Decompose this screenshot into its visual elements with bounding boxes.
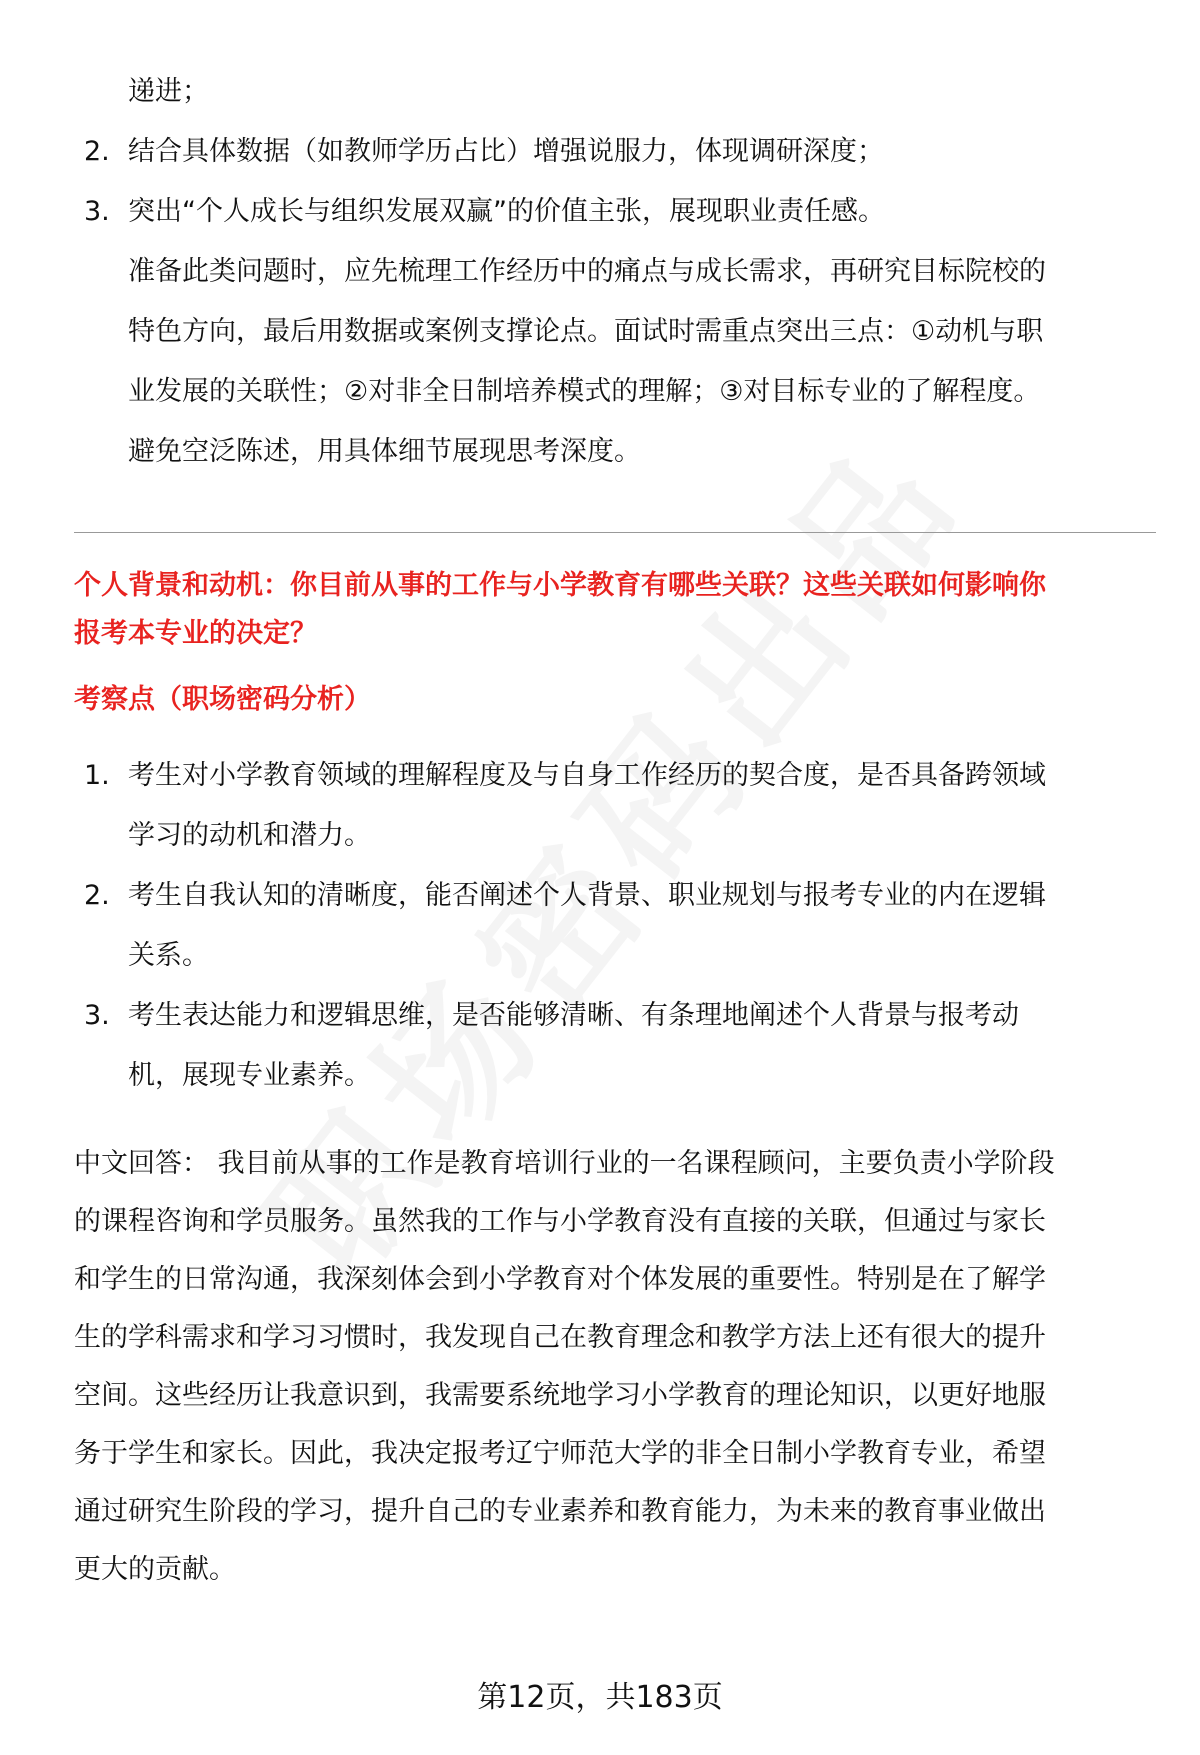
question-title-line: 报考本专业的决定？	[74, 618, 317, 649]
exam-point-number: 1.	[84, 760, 110, 791]
answer-line: 更大的贡献。	[74, 1554, 236, 1585]
answer-line: 务于学生和家长。因此，我决定报考辽宁师范大学的非全日制小学教育专业，希望	[74, 1438, 1046, 1469]
list-item-text: 结合具体数据（如教师学历占比）增强说服力，体现调研深度；	[128, 136, 884, 167]
exam-point-line: 关系。	[128, 940, 209, 971]
answer-line: 通过研究生阶段的学习，提升自己的专业素养和教育能力，为未来的教育事业做出	[74, 1496, 1046, 1527]
exam-point-line: 学习的动机和潜力。	[128, 820, 371, 851]
section-divider	[74, 532, 1156, 533]
exam-point-line: 考生自我认知的清晰度，能否阐述个人背景、职业规划与报考专业的内在逻辑	[128, 880, 1046, 911]
question-title-line: 个人背景和动机：你目前从事的工作与小学教育有哪些关联？这些关联如何影响你	[74, 570, 1046, 601]
note-line: 准备此类问题时，应先梳理工作经历中的痛点与成长需求，再研究目标院校的	[128, 256, 1046, 287]
exam-point-line: 机，展现专业素养。	[128, 1060, 371, 1091]
page-number: 第12页，共183页	[477, 1680, 723, 1715]
list-item-number: 3.	[84, 196, 110, 227]
list-item-number: 2.	[84, 136, 110, 167]
answer-line: 空间。这些经历让我意识到，我需要系统地学习小学教育的理论知识，以更好地服	[74, 1380, 1046, 1411]
answer-line: 和学生的日常沟通，我深刻体会到小学教育对个体发展的重要性。特别是在了解学	[74, 1264, 1046, 1295]
answer-line: 中文回答： 我目前从事的工作是教育培训行业的一名课程顾问，主要负责小学阶段	[74, 1148, 1055, 1179]
list-item-text: 突出“个人成长与组织发展双赢”的价值主张，展现职业责任感。	[128, 196, 885, 227]
note-line: 特色方向，最后用数据或案例支撑论点。面试时需重点突出三点：①动机与职	[128, 316, 1044, 347]
exam-points-heading: 考察点（职场密码分析）	[74, 684, 371, 715]
answer-line: 生的学科需求和学习习惯时，我发现自己在教育理念和教学方法上还有很大的提升	[74, 1322, 1046, 1353]
exam-point-number: 2.	[84, 880, 110, 911]
exam-point-line: 考生对小学教育领域的理解程度及与自身工作经历的契合度，是否具备跨领域	[128, 760, 1046, 791]
note-line: 避免空泛陈述，用具体细节展现思考深度。	[128, 436, 641, 467]
list-continuation: 递进；	[128, 76, 209, 107]
answer-line: 的课程咨询和学员服务。虽然我的工作与小学教育没有直接的关联，但通过与家长	[74, 1206, 1046, 1237]
exam-point-number: 3.	[84, 1000, 110, 1031]
exam-point-line: 考生表达能力和逻辑思维，是否能够清晰、有条理地阐述个人背景与报考动	[128, 1000, 1019, 1031]
note-line: 业发展的关联性；②对非全日制培养模式的理解；③对目标专业的了解程度。	[128, 376, 1041, 407]
